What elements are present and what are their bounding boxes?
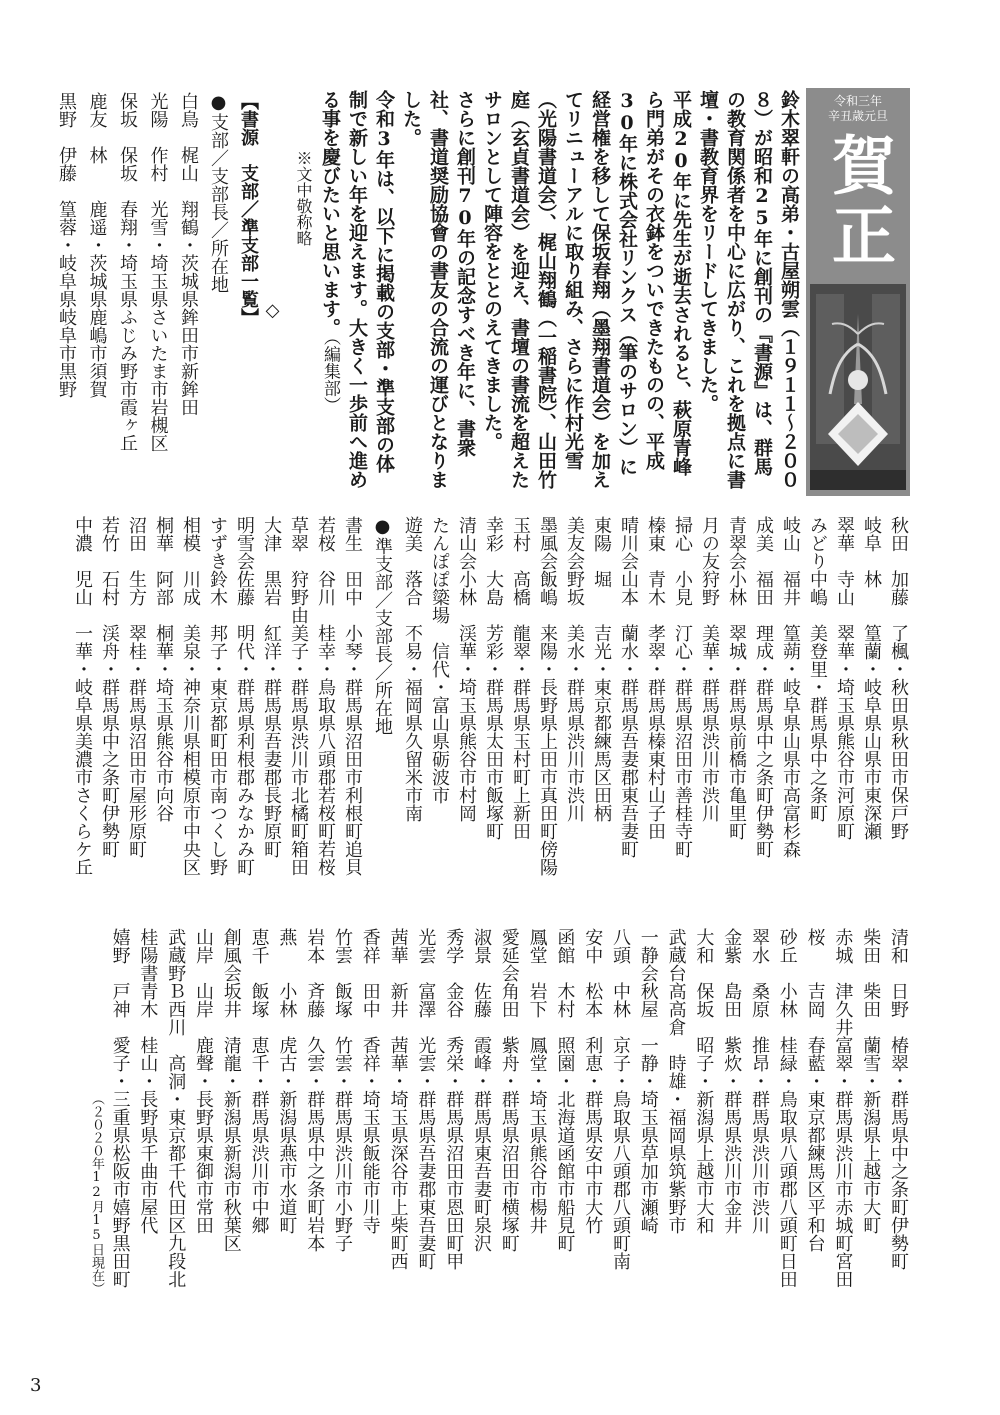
list-entry: 八頭 中林 京子・鳥取県八頭郡八頭町南 <box>610 928 631 1270</box>
list-entry: 白鳥 梶山 翔鶴・茨城県鉾田市新鉾田 <box>178 92 199 416</box>
list-entry: 岐山 福井 篁蒴・岐阜県山県市高富杉森 <box>780 516 801 858</box>
list-entry: 岐阜 林 篁蘭・岐阜県山県市東深瀬 <box>861 516 882 840</box>
list-entry: 幸彩 大島 芳彩・群馬県太田市飯塚町 <box>483 516 504 840</box>
list-entry: 燕 小林 虎古・新潟県燕市水道町 <box>276 928 298 1234</box>
list-entry: 草翠 狩野由美子・群馬県渋川市北橘町箱田 <box>288 516 309 876</box>
intro-paragraph-4 <box>316 90 397 490</box>
list-entry: 秋田 加藤 了楓・秋田県秋田市保戸野 <box>888 516 909 840</box>
list-entry: 掃心 小見 汀心・群馬県沼田市善桂寺町 <box>672 516 693 858</box>
list-entry: 大津 黒岩 紅洋・群馬県吾妻郡長野原町 <box>261 516 282 858</box>
list-entry: 墨風会飯嶋 来陽・長野県上田市真田町傍陽 <box>537 516 558 876</box>
list-entry: 黒野 伊藤 篁蓉・岐阜県岐阜市黒野 <box>56 92 77 398</box>
list-entry: 沼田 生方 翠桂・群馬県沼田市屋形原町 <box>126 516 147 858</box>
list-entry: 明雪会佐藤 明代・群馬県利根郡みなかみ町 <box>234 516 255 876</box>
list-entry: 翠華 寺山 翠華・埼玉県熊谷市河原町 <box>834 516 855 840</box>
list-entry: 柴田 柴田 蘭雪・新潟県上越市大町 <box>860 928 882 1234</box>
list-entry: 秀学 金谷 秀栄・群馬県沼田市恩田町甲 <box>443 928 465 1270</box>
list-entry: 一静会秋屋 一静・埼玉県草加市瀬崎 <box>637 928 659 1234</box>
sub-branch-heading: ●準支部／支部長／所在地 <box>372 516 393 735</box>
list-entry: 相模 川成 美泉・神奈川県相模原市中央区 <box>180 516 201 876</box>
divider-diamond: ◇ <box>262 300 283 321</box>
branch-heading: ●支部／支部長／所在地 <box>208 92 229 293</box>
list-entry: 創風会坂井 清龍・新潟県新潟市秋葉区 <box>220 928 242 1252</box>
list-entry: 香祥 田中 香祥・埼玉県飯能市川寺 <box>359 928 381 1234</box>
list-entry: 岩本 斉藤 久雲・群馬県中之条町岩本 <box>304 928 326 1252</box>
list-entry: 翠水 桑原 推昂・群馬県渋川市渋川 <box>749 928 770 1234</box>
list-entry: 遊美 落合 不易・福岡県久留米市南 <box>402 516 423 822</box>
list-entry: 光雲 富澤 光雲・群馬県吾妻郡東吾妻町 <box>415 928 437 1270</box>
list-entry: 赤城 津久井富翠・群馬県渋川市赤城町宮田 <box>832 928 854 1288</box>
list-entry: 竹雲 飯塚 竹雲・群馬県渋川市小野子 <box>332 928 353 1252</box>
list-entry: 美友会野坂 美水・群馬県渋川市渋川 <box>564 516 585 822</box>
header-subtitle-line1: 令和三年 <box>833 94 882 108</box>
intro-paragraph-1: 鈴木翠軒の高弟・古屋朔雲（１９１１〜２００８）が昭和25年に創刊の『書源』は、群馬の教育関係者を中心に広がり、これを拠点に書壇・書教育界をリードしてきました。 <box>697 90 800 489</box>
list-entry: 書生 田中 小琴・群馬県沼田市利根町追貝 <box>342 516 363 876</box>
list-entry: たんぽぽ簗場 信代・富山県砺波市 <box>429 516 450 804</box>
intro-paragraph-3: さらに創刊70年の記念すべき年に、書衆社、書道奨励協會の書友の合流の運びとなりました。 <box>400 90 476 489</box>
list-entry: 若桜 谷川 桂幸・鳥取県八頭郡若桜町若桜 <box>315 516 336 876</box>
list-entry: 恵千 飯塚 恵千・群馬県渋川市中郷 <box>248 928 270 1234</box>
list-entry: 鹿友 林 鹿遥・茨城県鹿嶋市須賀 <box>86 92 108 398</box>
list-heading: 【書源 支部／準支部一覧】 <box>238 92 259 326</box>
list-entry: 嬉野 戸神 愛子・三重県松阪市嬉野黒田町 <box>109 928 131 1288</box>
page-number: 3 <box>30 1375 42 1396</box>
header-subtitle-line2: 辛丑歳元旦 <box>827 109 888 123</box>
list-entry: 武蔵台高高倉 時雄・福岡県筑紫野市 <box>665 928 687 1234</box>
list-entry: 清山会小林 渓華・埼玉県熊谷市村岡 <box>456 516 477 822</box>
list-entry: 晴川会山本 蘭水・群馬県吾妻郡東吾妻町 <box>618 516 639 858</box>
list-entry: 愛延会角田 紫舟・群馬県沼田市横塚町 <box>498 928 520 1252</box>
list-entry: 茜華 新井 茜華・埼玉県深谷市上柴町西 <box>387 928 409 1270</box>
footnote: ※文中敬称略 <box>294 150 313 246</box>
list-entry: 保坂 保坂 春翔・埼玉県ふじみ野市霞ヶ丘 <box>117 92 138 452</box>
list-entry: 桐華 阿部 桐華・埼玉県熊谷市向谷 <box>153 516 174 822</box>
list-entry: みどり中嶋 美登里・群馬県中之条町 <box>807 516 828 822</box>
list-entry: 榛東 青木 孝翠・群馬県榛東村山子田 <box>645 516 666 840</box>
header-banner <box>806 88 910 496</box>
list-entry: 東陽 堀 吉光・東京都練馬区田柄 <box>591 516 612 822</box>
list-entry: 桂陽書青木 桂山・長野県千曲市屋代 <box>137 928 159 1234</box>
list-entry: 砂丘 小林 桂緑・鳥取県八頭郡八頭町日田 <box>776 928 798 1288</box>
list-entry: 山岸 山岸 鹿聲・長野県東御市常田 <box>193 928 214 1234</box>
list-entry: 若竹 石村 渓舟・群馬県中之条町伊勢町 <box>99 516 120 858</box>
list-entry: 武蔵野Ｂ西川 高洞・東京都千代田区九段北 <box>165 928 187 1288</box>
intro-paragraph-2: 平成20年に先生が逝去されると、萩原青峰ら門弟がその衣鉢をついできたものの、平成30年に株式会社リンクス（筆のサロン）に経営権を移して保坂春翔（墨翔書道会）を加えてリニューアルに取り組み、さらに作村光雪（光陽書道会）、梶山翔鶴（一稲書院）、山田竹庭（玄貞書道会）を迎え、書壇の書流を超えたサロンとして陣容をととのえてきました。 <box>481 90 692 489</box>
date-note: （２０２０年12月15日現在） <box>89 1092 104 1295</box>
list-entry: 安中 松本 利恵・群馬県安中市大竹 <box>582 928 604 1234</box>
list-entry: 函館 木村 照園・北海道函館市船見町 <box>554 928 576 1252</box>
list-entry: 桜 吉岡 春藍・東京都練馬区平和台 <box>804 928 826 1252</box>
list-entry: 金紫 島田 紫炊・群馬県渋川市金井 <box>721 928 743 1234</box>
list-entry: 玉村 高橋 龍翠・群馬県玉村町上新田 <box>510 516 531 840</box>
list-entry: 清和 日野 椿翠・群馬県中之条町伊勢町 <box>888 928 909 1270</box>
intro-text <box>319 90 802 490</box>
list-entry: すずき鈴木 邦子・東京都町田市南つくし野 <box>207 516 228 876</box>
intro-paragraph-4-text: 令和3年は、以下に掲載の支部・準支部の体制で新しい年を迎えます。大きく一歩前へ進める事を慶びたいと思います。 <box>319 90 395 489</box>
header-subtitle <box>806 94 910 124</box>
list-entry: 鳳堂 岩下 鳳堂・埼玉県熊谷市楊井 <box>526 928 548 1234</box>
list-entry: 大和 保坂 昭子・新潟県上越市大和 <box>693 928 715 1234</box>
list-entry: 月の友狩野 美華・群馬県渋川市渋川 <box>699 516 720 822</box>
decoration-illustration <box>810 284 906 490</box>
header-title: 賀正 <box>821 132 895 272</box>
list-entry: 中濃 児山 一華・岐阜県美濃市さくらケ丘 <box>72 516 93 876</box>
list-entry: 光陽 作村 光雪・埼玉県さいたま市岩槻区 <box>147 92 169 452</box>
list-entry: 淑景 佐藤 霞峰・群馬県東吾妻町泉沢 <box>471 928 492 1252</box>
intro-paragraph-4-note: （編集部） <box>320 337 340 414</box>
new-year-decoration-photo <box>810 284 906 490</box>
list-entry: 成美 福田 理成・群馬県中之条町伊勢町 <box>753 516 774 858</box>
list-entry: 青翠会小林 翠城・群馬県前橋市亀里町 <box>726 516 747 840</box>
